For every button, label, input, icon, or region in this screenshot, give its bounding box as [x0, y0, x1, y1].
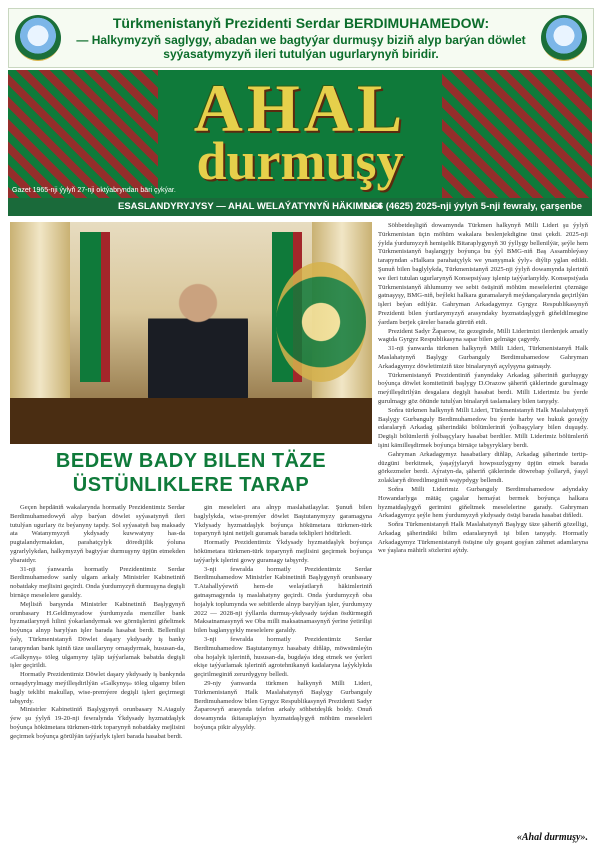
paragraph: Ministrler Kabinetiniň Başlygynyň orunbasary N.Ataguly ýew şu ýylyň 19-20-nji fewralynda Ýkdysady hyzmatdaşlyk boýunça hökümetara türkmen-türk toparynyň nobatdaky mejlisini geçirmek boýunça görülýän taýýarlyk işleri barada hasabat berdi. — [10, 706, 185, 740]
right-article-column — [378, 222, 588, 830]
headline-line2: ÜSTÜNLIKLERE TARAP — [72, 474, 310, 496]
paragraph: gin meseleleri ara alnyp maslahatlaşylar. Şunuň bilen baglylykda, wise-premýer döwlet Baştutanymyzy garamagyna Ykdysady hyzmatdaşlyk boýunça hökümetara türkmen-türk toparynyň işini netijeli guramak barada teklipleri hödürledi. — [194, 504, 372, 538]
info-bar — [8, 198, 592, 216]
left-article-column — [10, 504, 185, 842]
paragraph: Gahryman Arkadagymyz hasabatlary diňläp, Arkadag şäherinde tertip-düzgüni berkitmek, ýaşaýjylaryň howpsuzlygyny üpjün etmek barada görkezmeler berdi. Aýratyn-da, şäheriň çäklerinde döwrebap ýollaryň, ýaşyl zolaklaryň döredilmeginiň wajypdygy bellendi. — [378, 450, 588, 485]
newspaper-subtitle: durmuşy — [196, 131, 404, 191]
ornament-left — [8, 70, 158, 198]
emblem-icon — [276, 262, 366, 382]
paragraph: Soňra türkmen halkynyň Milli Lideri, Türkmenistanyň Halk Maslahatynyň Başlygy Gurbanguly Berdimuhamedow bu ýerde harby we hukuk goraýjy edaralaryň Arkadag şäherindäki bölümleriniň ýolbaşçylary bilen duşuşdy. Degişli bölümleriň ýolbaşçylary hasabat berdiler. Milli Liderimiz bölümleriň işini kämilleşdirmek boýunça birnäçe tabşyryklary berdi. — [378, 406, 588, 449]
paragraph: Söhbetdeşligiň dowamynda Türkmen halkynyň Milli Lideri şu ýylyň Türkmenistan üçin möhüm wakalara beslenjekdigine ünsi çekdi. 2025-nji ýylda ýurdumyzyň hemişelik Bitaraplygynyň 30 ýyllygy bellenilýär, şeýle hem Türkmenistanyň başlangyjy boýunça bu ýyl BMG-niň Baş Assambleýasy tarapyndan «Halkara parahatçylyk we ynanyşmak ýyly» diýlip yglan edildi. Şunuň bilen baglylykda, Türkmenistanyň 2025-nji ýylyň dowamynda işleriniň we ileri tutulan ugurlarynyň Konsepsiýasy işlenip taýýarlanyldy. Konsepsiýada Türkmenistanyň ählumumy we sebit ösüşiniň möhüm meselelerini çözmäge gatnaşyşy, BMG-niň, beýleki halkara guramalaryň meýdançalarynda geçirilýän işleri beýan edilýär. Gahryman Arkadagymyz Gyrgyz Respublikasynyň Prezidenti bilen ýurtlarymyzyň arasyndaky hyzmatdaşlygyň giňeldilmegine ýardam berjek çäreler barada gürrüň etdi. — [378, 222, 588, 326]
paragraph: Türkmenistanyň Prezidentiniň ýanyndaky Arkadag şäheriniň gurluşygy boýunça döwlet komitetiniň başlygy D.Orazow şäheriň çäklerinde gurulmagy meýilleşdirilýän desgalara degişli hasabat berdi. Milli Liderimiz bu ýerde gurulmagy göz öňünde tutulýan binalaryň taslamalary bilen tanyşdy. — [378, 371, 588, 405]
masthead — [8, 70, 592, 198]
middle-article-column — [194, 504, 372, 842]
paragraph: Prezident Sadyr Žaparow, öz gezeginde, Milli Liderimizi ilerdenjek amatly wagtda Gyrgyz Respublikasyna sapar bilen gelmäge çagyrdy. — [378, 327, 588, 344]
president-photo — [10, 222, 372, 444]
paragraph: Hormatly Prezidentimiz Ýkdysady hyzmatdaşlyk boýunça hökümetara türkmen-türk toparynyň mejlisini geçirmek boýunça taýýarlyk işlerini gowy guramagy tabşyrdy. — [194, 539, 372, 564]
person-figure — [148, 277, 248, 407]
paragraph: 31-nji ýanwarda hormatly Prezidentimiz Serdar Berdimuhamedow sanly ulgam arkaly Ministrler Kabinetiniň nobatdaky mejlisini geçirdi. Onda ýurdumyzyň durmuşyna degişli birnäçe meselelere garaldy. — [10, 565, 185, 599]
headline-line1: BEDEW BADY BILEN TÄZE — [55, 450, 327, 472]
quote-author: Türkmenistanyň Prezidenti Serdar BERDIMUHAMEDOW: — [112, 15, 490, 31]
state-emblem-icon — [541, 15, 587, 61]
paragraph: Soňra Milli Liderimiz Gurbanguly Berdimuhamedow adyndaky Howandarlyga mätäç çagalar hemaýat bermek boýunça halkara hyzmatdaşlygyň gerimini giňeltmek meselelerine garady. Gahryman Arkadagymyz şeýle hem ýurdumyzyň ykdysady ösüşi barada hasabat diňledi. — [378, 485, 588, 520]
paragraph: Mejlisiň barşynda Ministrler Kabinetiniň Başlygynyň orunbasary H.Geldimyradow ýurdumyzda menziller bank hyzmatlarynyň hilini ýokarlandyrmak we görnüşlerini giňeltmek boýunça alnyp barylýan işler barada hasabat berdi. Bellenilişi ýaly, Türkmenistanyň Döwlet daşary ykdysady iş banky tarapyndan bank işiniň täze usullaryny ornaşdyrmak, hususan-da, «Galkynyş» töleg ulgamyny işläp taýýarlamak babatda degişli işler geçirildi. — [10, 600, 185, 670]
flag-icon — [80, 232, 110, 382]
state-emblem-icon — [15, 15, 61, 61]
paragraph: 29-njy ýanwarda türkmen halkynyň Milli Lideri, Türkmenistanyň Halk Maslahatynyň Başlygy Gurbanguly Berdimuhamedow bilen Gyrgyz Respublikasynyň Prezidenti Sadyr Žaparowyň arasynda telefon arkaly söhbetdeşlik boldy. Onuň dowamynda ikitaraplaýyn hyzmatdaşlygyň möhüm meseleleri boýunça pikir alyşyldy. — [194, 679, 372, 731]
founded-note: Gazet 1965-nji ýylyň 27-nji oktýabryndan bäri çykýar. — [12, 187, 176, 194]
paragraph: 3-nji fewralda hormatly Prezidentimiz Serdar Berdimuhamedow Baştutanymyz hasabaty diňläp, möwsümleýin oba hojalyk işleriniň, hususan-da, bugdaýa ideg etmek we ýerleri ekişe taýýarlamak işleriniň agrotehnikanyň kadalaryna laýyklykda geçirilmeginiň zerurdygyny belledi. — [194, 635, 372, 679]
ornament-right — [442, 70, 592, 198]
signature: «Ahal durmuşy». — [516, 832, 588, 843]
quote-text: — Halkymyzyň saglygy, abadan we bagtyýar durmuşy biziň alyp barýan döwlet syýasatymyzyň ileri tutulýan ugurlarynyň biridir. — [76, 33, 526, 61]
newspaper-title: AHAL — [193, 70, 407, 146]
top-banner — [8, 8, 594, 68]
desk — [10, 398, 372, 444]
paragraph: 31-nji ýanwarda türkmen halkynyň Milli Lideri, Türkmenistanyň Halk Maslahatynyň Başlygy Gurbanguly Berdimuhamedow Gahryman Arkadagymyz döwletimiziň täze binalarynyň açylyşyna gatnaşdy. — [378, 345, 588, 370]
paragraph: Soňra Türkmenistanyň Halk Maslahatynyň Başlygy täze şäheriň gözelligi, Arkadag şäherindäki bilim edaralarynyň işi bilen tanyşdy. Hormatly Arkadagymyz Türkmenistanyň ösüşine uly goşant goşýan zähmet adamlaryna we ýaşlara mähirli sözlerini aýtdy. — [378, 521, 588, 555]
paragraph: Geçen hepdäniň wakalarynda hormatly Prezidentimiz Serdar Berdimuhamedowyň alyp barýan döwlet syýasatynyň ileri tutulýan ugurlary öz beýanyny tapdy. Sol syýasatyň baş maksady ata Watanymyzyň ykdysady kuwwatyny has-da pugtalandyrmakdan, parahatçylyk döredijilik ýoluna ygrarlylykdan, halkymyzyň bagtyýar durmuşyny üpjün etmekden ybaratdyr. — [10, 504, 185, 564]
paragraph: Hormatly Prezidentimiz Döwlet daşary ykdysady iş bankynda ornaşdyrylmagy meýilleşdirilýän «Galkynyş» töleg ulgamy bilen bagly teklibi makullap, wise-premýere degişli işleri geçirmegi tabşyrdy. — [10, 671, 185, 705]
issue-date: № 6 (4625) 2025-nji ýylyň 5-nji fewraly, çarşenbe — [364, 201, 582, 212]
paragraph: 3-nji fewralda hormatly Prezidentimiz Serdar Berdimuhamedow Ministrler Kabinetiniň Başlygynyň orunbasary T.Atahallyýewiň hem-de welaýatlaryň häkimleriniň gatnaşmagynda iş maslahatyny geçirdi. Onda ýurdumyzyň oba hojalyk toplumynda we sebitlerde alnyp barylýan işler, ýurdumyzy 2022 — 2028-nji ýyllarda durmuş-ykdysady taýdan ösdürmegiň Maksatnamasynyň we Oba milli maksatnamasynyň ýerine ýetirilişi bilen baglanyşykly meselelere garaldy. — [194, 565, 372, 635]
founder-text: ESASLANDYRYJYSY — AHAL WELAÝATYNYŇ HÄKIMLIGI — [118, 201, 382, 212]
